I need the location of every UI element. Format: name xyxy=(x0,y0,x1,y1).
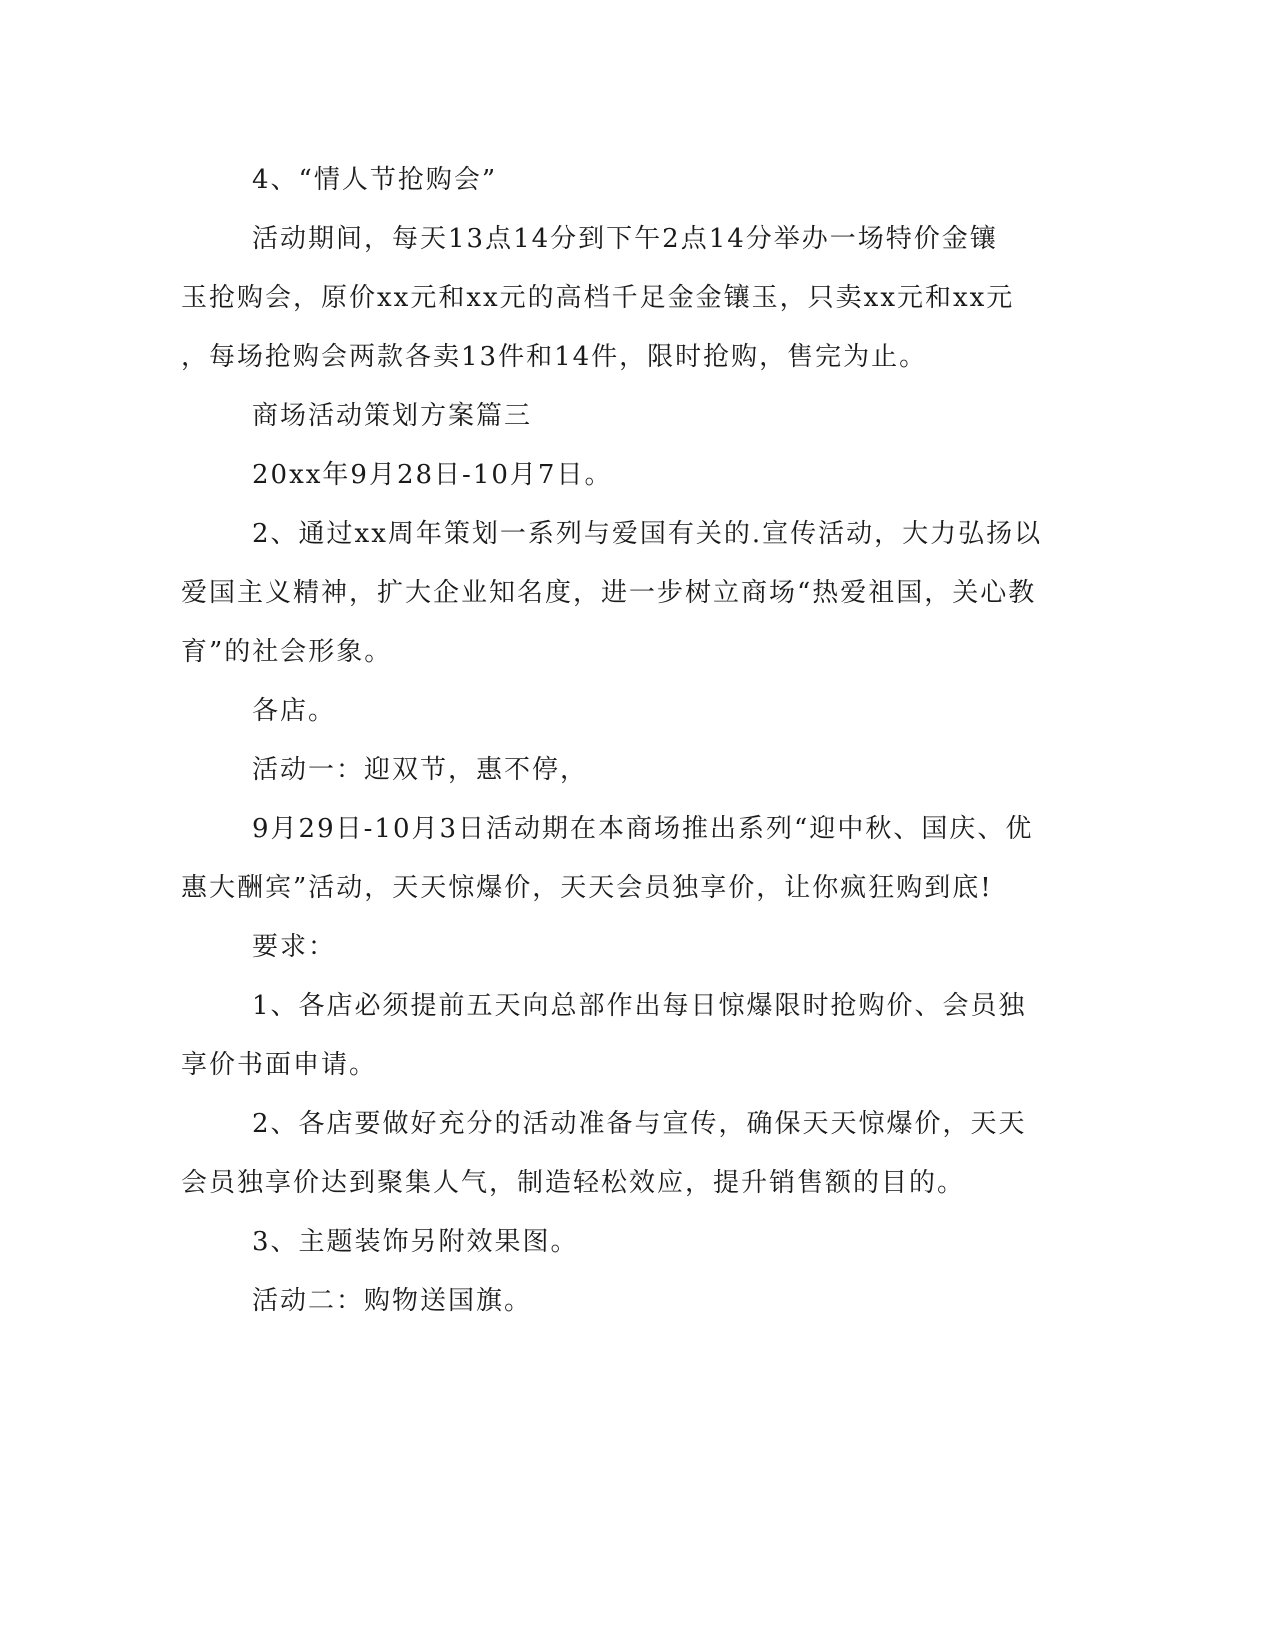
text-line: ，每场抢购会两款各卖13件和14件，限时抢购，售完为止。 xyxy=(181,342,928,372)
text-line: 3、主题装饰另附效果图。 xyxy=(252,1227,579,1257)
text-line: 4、“情人节抢购会” xyxy=(252,165,498,195)
text-line: 20xx年9月28日-10月7日。 xyxy=(252,460,613,490)
text-line: 2、通过xx周年策划一系列与爱国有关的.宣传活动，大力弘扬以 xyxy=(252,519,1043,549)
text-line: 1、各店必须提前五天向总部作出每日惊爆限时抢购价、会员独 xyxy=(252,991,1027,1021)
text-line: 玉抢购会，原价xx元和xx元的高档千足金金镶玉，只卖xx元和xx元 xyxy=(181,283,1015,313)
text-line: 各店。 xyxy=(252,696,337,726)
text-line: 9月29日-10月3日活动期在本商场推出系列“迎中秋、国庆、优 xyxy=(252,814,1034,844)
text-line: 惠大酬宾”活动，天天惊爆价，天天会员独享价，让你疯狂购到底! xyxy=(181,873,993,903)
text-line: 商场活动策划方案篇三 xyxy=(252,401,533,431)
text-line: 要求： xyxy=(252,932,337,962)
text-line: 会员独享价达到聚集人气，制造轻松效应，提升销售额的目的。 xyxy=(181,1168,966,1198)
text-line: 爱国主义精神，扩大企业知名度，进一步树立商场“热爱祖国，关心教 xyxy=(181,578,1037,608)
text-line: 活动期间，每天13点14分到下午2点14分举办一场特价金镶 xyxy=(252,224,998,254)
text-line: 活动一：迎双节，惠不停， xyxy=(252,755,589,785)
text-line: 育”的社会形象。 xyxy=(181,637,393,667)
text-line: 活动二：购物送国旗。 xyxy=(252,1286,533,1316)
text-line: 享价书面申请。 xyxy=(181,1050,378,1080)
text-line: 2、各店要做好充分的活动准备与宣传，确保天天惊爆价，天天 xyxy=(252,1109,1027,1139)
